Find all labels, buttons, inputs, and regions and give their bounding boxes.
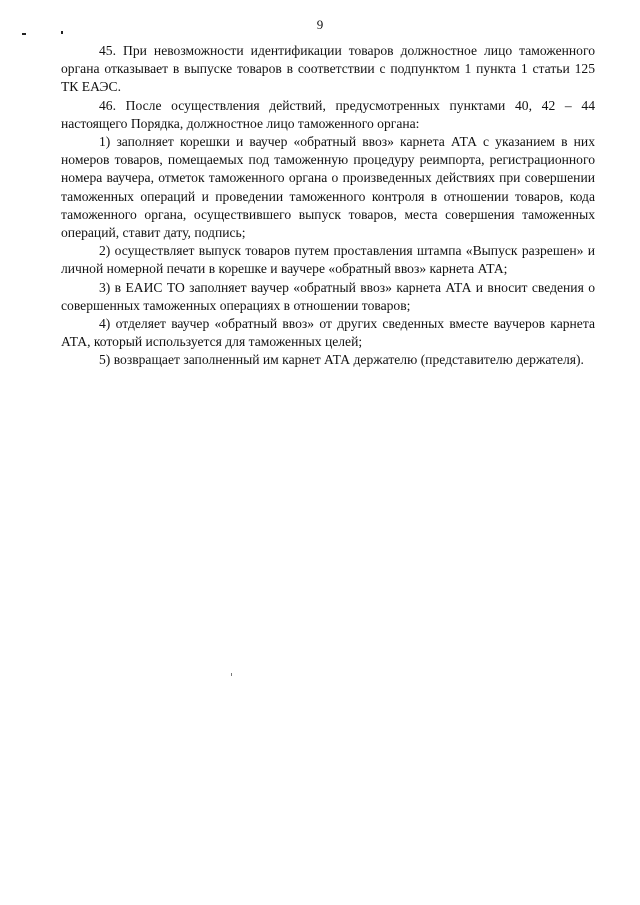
paragraph-45: 45. При невозможности идентификации товаров должностное лицо таможенного органа отказывает в выпуске товаров в соответствии с подпунктом 1 пункта 1 статьи 125 ТК ЕАЭС. [61, 43, 595, 95]
paragraph-46-item-3: 3) в ЕАИС ТО заполняет ваучер «обратный ввоз» карнета АТА и вносит сведения о совершенных таможенных операциях в отношении товаров; [61, 279, 595, 313]
scan-mark [231, 673, 232, 676]
paragraph-46-item-4: 4) отделяет ваучер «обратный ввоз» от других сведенных вместе ваучеров карнета АТА, который используется для таможенных целей; [61, 316, 595, 350]
paragraph-46-item-2: 2) осуществляет выпуск товаров путем проставления штампа «Выпуск разрешен» и личной номерной печати в корешке и ваучере «обратный ввоз» карнета АТА; [61, 243, 595, 277]
scan-mark [22, 33, 26, 35]
paragraph-46-item-1: 1) заполняет корешки и ваучер «обратный ввоз» карнета АТА с указанием в них номеров товаров, помещаемых под таможенную процедуру реимпорта, регистрационного номера ваучера, отметок таможенного органа о произведенных действиях при совершении таможенных операций и проведении таможенного контроля в отношении товаров, кода таможенного органа, осуществившего выпуск товаров, места совершения таможенных операций, ставит дату, подпись; [61, 134, 595, 241]
paragraph-46-item-5: 5) возвращает заполненный им карнет АТА держателю (представителю держателя). [99, 352, 584, 368]
document-body [61, 42, 595, 370]
page-number: 9 [316, 17, 324, 32]
paragraph-46: 46. После осуществления действий, предусмотренных пунктами 40, 42 – 44 настоящего Порядка, должностное лицо таможенного органа: [61, 97, 595, 131]
